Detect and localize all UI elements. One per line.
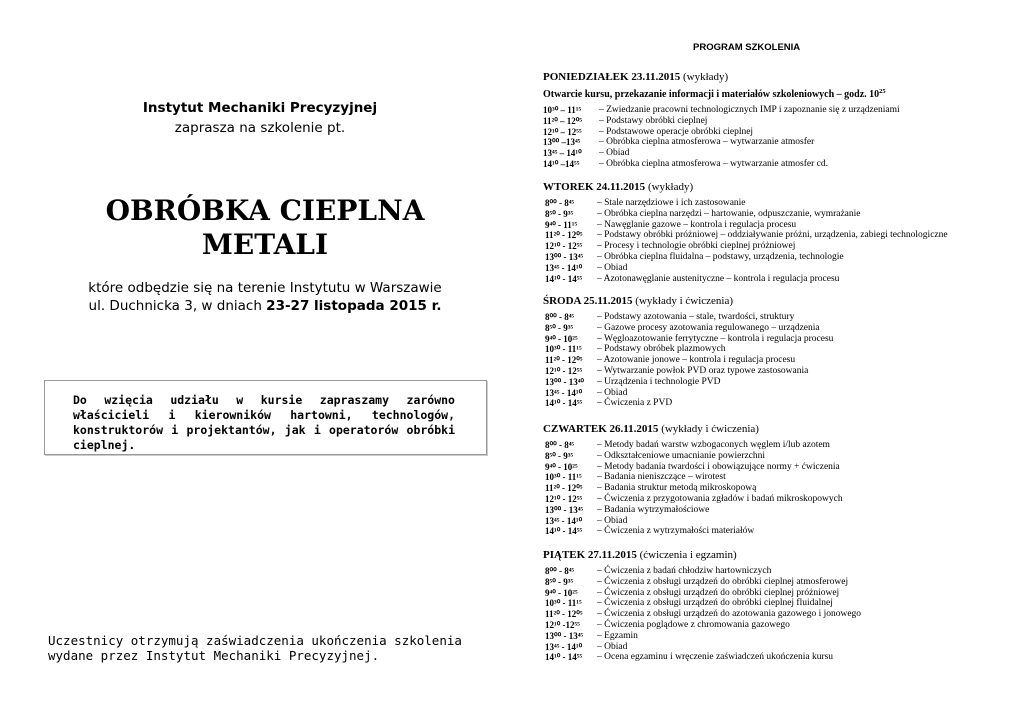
- row-desc: – Odkształceniowe umacnianie powierzchni: [597, 450, 766, 461]
- venue-address: ul. Duchnicka 3, w dniach: [88, 298, 267, 314]
- row-desc: – Ćwiczenia z wytrzymałości materiałów: [597, 526, 755, 537]
- row-desc: – Obróbka cieplna narzędzi – hartowanie, odpuszczanie, wymrażanie: [597, 208, 861, 219]
- row-time: 8⁰⁰ - 8⁴⁵: [545, 440, 575, 450]
- row-desc: – Obróbka cieplna atmosferowa – wytwarzanie atmosfer cd.: [599, 158, 828, 169]
- row-time: 11²⁰ – 12⁰⁵: [543, 115, 583, 126]
- row-desc: – Obróbka cieplna fluidalna – podstawy, urządzenia, technologie: [597, 251, 844, 262]
- opening-text: Otwarcie kursu, przekazanie informacji i materiałów szkoleniowych – godz. 10: [543, 89, 880, 100]
- venue-line1: które odbędzie się na terenie Instytutu w Warszawie: [88, 280, 442, 296]
- row-time: 8⁵⁰ - 9³⁵: [545, 576, 574, 587]
- opening-line: [543, 88, 886, 100]
- row-time: 11²⁰ - 12⁰⁵: [545, 609, 583, 620]
- row-desc: – Badania struktur metodą mikroskopową: [597, 483, 757, 494]
- row-time: 13⁴⁵ - 14¹⁰: [545, 262, 583, 273]
- row-time: 9⁴⁰ - 10²⁵: [545, 333, 578, 344]
- row-desc: – Metody badania twardości i obowiązujące normy + ćwiczenia: [597, 461, 840, 472]
- row-desc: – Badania nieniszczące – wirotest: [597, 472, 726, 483]
- row-desc: – Ćwiczenia z obsługi urządzeń do obróbki cieplnej fluidalnej: [597, 598, 833, 609]
- row-time: 13⁴⁵ - 14¹⁰: [545, 387, 583, 398]
- row-time: 8⁰⁰ - 8⁴⁵: [545, 566, 575, 576]
- venue-info: [0, 279, 530, 315]
- row-time: 13⁴⁵ - 14¹⁰: [545, 641, 583, 652]
- row-time: 12¹⁰ – 12⁵⁵: [543, 126, 582, 137]
- row-time: 8⁰⁰ - 8⁴⁵: [545, 312, 575, 322]
- day-type: (wykłady): [647, 181, 694, 193]
- invitation-box-text: Do wzięcia udziału w kursie zapraszamy zarówno właścicieli i kierowników hartowni, technologów, konstruktorów i projektantów, jak i operatorów obróbki cieplnej.: [73, 393, 455, 452]
- row-time: 12¹⁰ - 12⁵⁵: [545, 241, 583, 252]
- row-desc: – Podstawy obróbki próżniowej – oddziaływanie próżni, urządzenia, zabiegi technologiczne: [597, 230, 948, 241]
- row-desc: – Obiad: [597, 387, 628, 398]
- row-time: 8⁵⁰ - 9³⁵: [545, 208, 574, 219]
- row-time: 11²⁰ - 12⁰⁵: [545, 483, 583, 494]
- row-desc: – Stale narzędziowe i ich zastosowanie: [597, 198, 746, 208]
- row-time: 14¹⁰ –14⁵⁵: [543, 158, 580, 169]
- row-desc: – Ćwiczenia z obsługi urządzeń do obróbki cieplnej próżniowej: [597, 587, 840, 598]
- day-header-friday: [543, 549, 737, 561]
- day-header-tuesday: [543, 181, 693, 193]
- row-desc: – Ćwiczenia z przygotowania zgładów i badań mikroskopowych: [597, 493, 843, 504]
- row-desc: – Podstawowe operacje obróbki cieplnej: [599, 126, 754, 137]
- row-time: 12¹⁰ - 12⁵⁵: [545, 365, 583, 376]
- row-desc: – Ćwiczenia z obsługi urządzeń do obróbki cieplnej atmosferowej: [597, 576, 849, 587]
- row-desc: – Obróbka cieplna atmosferowa – wytwarzanie atmosfer: [599, 137, 815, 148]
- row-time: 14¹⁰ - 14⁵⁵: [545, 526, 583, 537]
- invite-text: zaprasza na szkolenie pt.: [174, 120, 346, 136]
- course-title: [0, 194, 530, 262]
- venue-line2: [0, 297, 530, 315]
- row-desc: – Obiad: [597, 515, 628, 526]
- day-type: (wykłady i ćwiczenia): [635, 295, 734, 307]
- row-desc: – Azotowanie jonowe – kontrola i regulacja procesu: [597, 355, 796, 366]
- course-title-line2: METALI: [201, 228, 329, 261]
- row-desc: – Azotonawęglanie austenityczne – kontrola i regulacja procesu: [597, 273, 840, 284]
- row-time: 14¹⁰ - 14⁵⁵: [545, 398, 583, 409]
- row-time: 10³⁰ - 11¹⁵: [545, 598, 582, 609]
- row-desc: – Ocena egzaminu i wręczenie zaświadczeń ukończenia kursu: [597, 652, 834, 663]
- day-name: WTOREK 24.11.2015: [543, 181, 646, 193]
- row-desc: – Zwiedzanie pracowni technologicznych IMP i zapoznanie się z urządzeniami: [599, 105, 900, 115]
- row-time: 9⁴⁰ - 10²⁵: [545, 587, 578, 598]
- day-type: (wykłady i ćwiczenia): [661, 423, 759, 435]
- row-time: 14¹⁰ - 14⁵⁵: [545, 273, 583, 284]
- row-desc: – Procesy i technologie obróbki cieplnej próżniowej: [597, 241, 796, 252]
- row-desc: – Obiad: [597, 641, 628, 652]
- row-desc: – Egzamin: [597, 630, 638, 641]
- row-desc: – Metody badań warstw wzbogaconych węglem i/lub azotem: [597, 440, 830, 450]
- row-desc: – Urządzenia i technologie PVD: [597, 376, 721, 387]
- invitation-box: [44, 380, 487, 455]
- row-time: 13⁰⁰ - 13⁴⁵: [545, 504, 584, 515]
- day-name: PONIEDZIAŁEK 23.11.2015: [543, 71, 681, 83]
- row-desc: – Ćwiczenia poglądowe z chromowania gazowego: [597, 619, 790, 630]
- row-desc: – Ćwiczenia z obsługi urządzeń do azotowania gazowego i jonowego: [597, 609, 862, 620]
- certificate-note: Uczestnicy otrzymują zaświadczenia ukończenia szkolenia wydane przez Instytut Mechaniki Precyzyjnej.: [48, 633, 462, 663]
- row-desc: – Podstawy azotowania – stale, twardości, struktury: [597, 312, 795, 322]
- row-time: 13⁰⁰ –13⁴⁵: [543, 137, 581, 148]
- row-time: 13⁰⁰ - 13⁴⁰: [545, 376, 585, 387]
- row-desc: – Gazowe procesy azotowania regulowanego – urządzenia: [597, 322, 820, 333]
- day-name: PIĄTEK 27.11.2015: [543, 549, 637, 561]
- row-time: 11²⁰ - 12⁰⁵: [545, 355, 583, 366]
- row-time: 8⁰⁰ - 8⁴⁵: [545, 198, 575, 208]
- row-time: 8⁵⁰ - 9³⁵: [545, 322, 574, 333]
- row-desc: – Podstawy obróbek plazmowych: [597, 344, 726, 355]
- row-time: 14¹⁰ - 14⁵⁵: [545, 652, 583, 663]
- row-desc: – Badania wytrzymałościowe: [597, 504, 710, 515]
- row-time: 12¹⁰ - 12⁵⁵: [545, 493, 583, 504]
- institute-name: Instytut Mechaniki Precyzyjnej: [142, 100, 378, 116]
- row-desc: – Ćwiczenia z PVD: [597, 398, 673, 409]
- row-time: 9⁴⁰ - 10²⁵: [545, 461, 578, 472]
- program-title: PROGRAM SZKOLENIA: [693, 42, 801, 53]
- row-time: 10³⁰ - 11¹⁵: [545, 472, 582, 483]
- day-name: ŚRODA 25.11.2015: [543, 295, 633, 307]
- row-time: 11²⁰ - 12⁰⁵: [545, 230, 583, 241]
- day-type: (ćwiczenia i egzamin): [639, 549, 737, 561]
- row-desc: – Ćwiczenia z badań chłodziw hartowniczych: [597, 566, 772, 576]
- row-desc: – Obiad: [599, 148, 630, 159]
- row-time: 13⁴⁵ – 14¹⁰: [543, 148, 582, 159]
- row-time: 13⁰⁰ - 13⁴⁵: [545, 251, 584, 262]
- day-name: CZWARTEK 26.11.2015: [543, 423, 659, 435]
- venue-dates: 23-27 listopada 2015 r.: [266, 298, 442, 314]
- day-header-monday: [543, 71, 728, 83]
- course-title-line1: OBRÓBKA CIEPLNA: [105, 194, 425, 227]
- row-desc: – Podstawy obróbki cieplnej: [599, 115, 708, 126]
- row-time: 13⁰⁰ - 13⁴⁵: [545, 630, 584, 641]
- row-desc: – Nawęglanie gazowe – kontrola i regulacja procesu: [597, 219, 797, 230]
- row-time: 13⁴⁵ - 14¹⁰: [545, 515, 583, 526]
- row-desc: – Wytwarzanie powłok PVD oraz typowe zastosowania: [597, 365, 809, 376]
- row-time: 10³⁰ – 11¹⁵: [543, 105, 582, 115]
- row-desc: – Obiad: [597, 262, 628, 273]
- day-type: (wykłady): [682, 71, 729, 83]
- day-header-wednesday: [543, 295, 733, 307]
- row-desc: – Węgloazotowanie ferrytyczne – kontrola i regulacja procesu: [597, 333, 834, 344]
- row-time: 10³⁰ - 11¹⁵: [545, 344, 582, 355]
- opening-time-minutes: 25: [879, 88, 886, 95]
- row-time: 12¹⁰ -12⁵⁵: [545, 619, 580, 630]
- row-time: 8⁵⁰ - 9³⁵: [545, 450, 574, 461]
- day-header-thursday: [543, 423, 759, 435]
- row-time: 9⁴⁰ - 11¹⁵: [545, 219, 578, 230]
